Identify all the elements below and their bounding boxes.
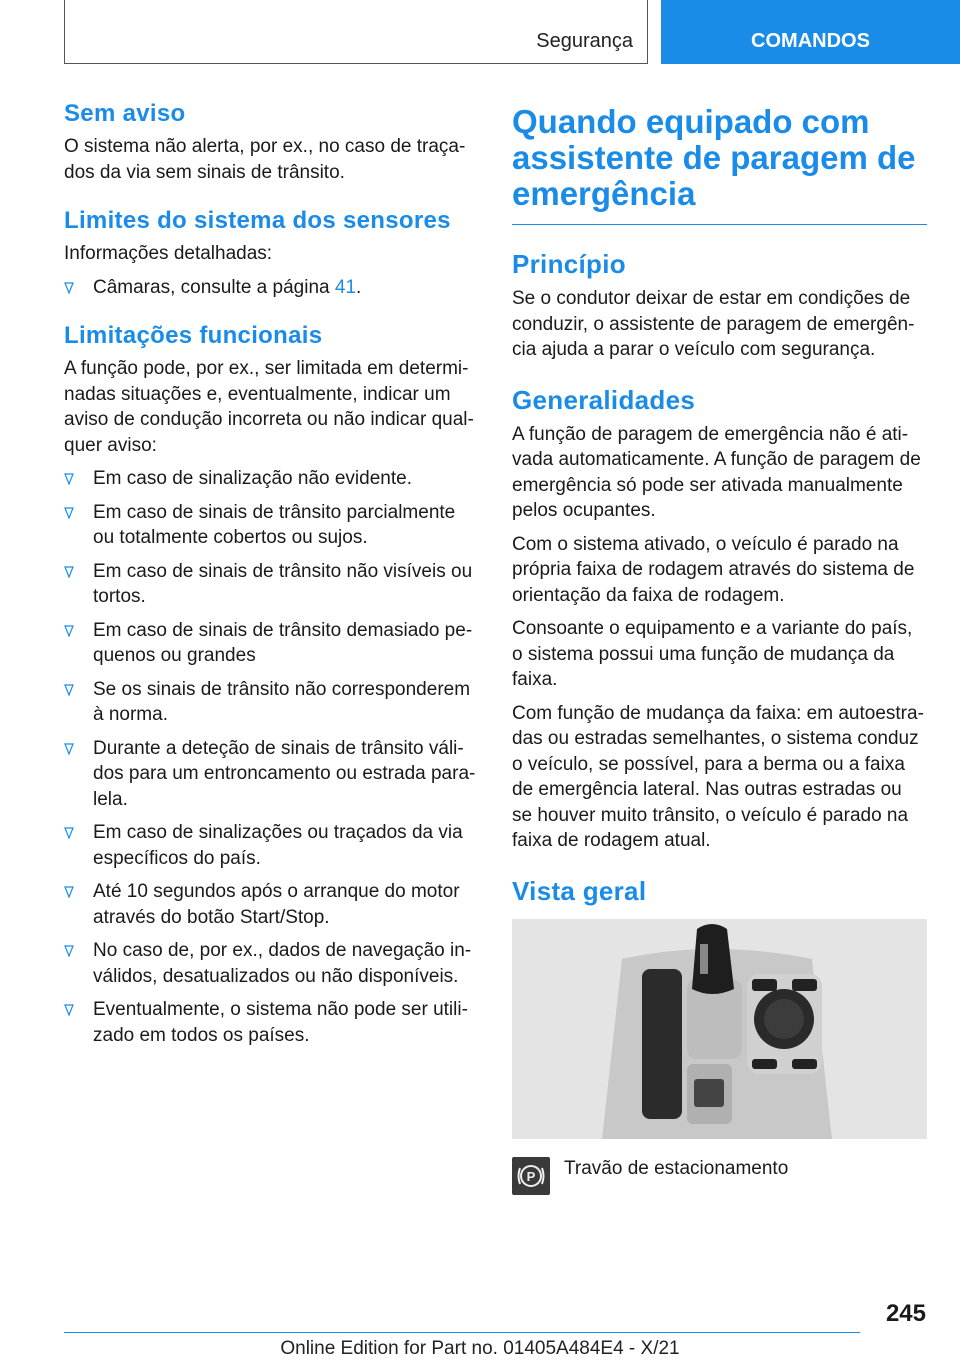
triangle-bullet-icon [64,1004,74,1016]
list-item [64,500,476,551]
title-rule [512,224,927,225]
svg-text:P: P [526,1168,536,1184]
bullet-text: Em caso de sinalizações ou traçados da via específicos do país. [93,822,463,869]
bullet-text: Durante a deteção de sinais de trânsito váli‐dos para um entroncamento ou estrada para‐lela. [93,737,476,810]
list-item [64,275,476,301]
bullet-suffix: . [356,276,362,298]
legend-row [512,1157,927,1195]
triangle-bullet-icon [64,282,74,294]
bullet-text: Até 10 segundos após o arranque do motor através do botão Start/Stop. [93,881,460,928]
section-title: Quando equipado com assistente de paragem de emergência [512,103,916,212]
heading-sem-aviso: Sem aviso [64,100,186,127]
footer-edition: Online Edition for Part no. 01405A484E4 - X/21 [280,1338,680,1359]
heading-limites-sensores: Limites do sistema dos sensores [64,207,451,234]
center-console-photo [512,919,927,1139]
footer-rule [64,1332,860,1333]
heading-limitacoes: Limitações funcionais [64,322,323,349]
bullet-text: Se os sinais de trânsito não corresponderem à norma. [93,678,471,725]
header-frame [64,0,648,64]
parking-brake-icon [512,1157,550,1195]
bullet-text: Em caso de sinais de trânsito parcialmente ou totalmente cobertos ou sujos. [93,501,456,548]
list-item [64,466,476,492]
list-item [64,677,476,728]
paragraph-generalidades: A função de paragem de emergência não é ati‐vada automaticamente. A função de paragem de emergência só pode ser ativada manualmente pelos ocupantes. [512,423,921,521]
bullet-text: Câmaras, consulte a página [93,276,335,298]
list-limites [64,275,476,301]
bullet-text: Eventualmente, o sistema não pode ser utili‐zado em todos os países. [93,999,468,1046]
bullet-text: Em caso de sinais de trânsito demasiado pe‐quenos ou grandes [93,619,473,666]
list-limitacoes [64,466,476,1048]
bullet-text: No caso de, por ex., dados de navegação in‐válidos, desatualizados ou não disponíveis. [93,940,472,987]
triangle-bullet-icon [64,507,74,519]
heading-vista-geral: Vista geral [512,875,647,906]
triangle-bullet-icon [64,566,74,578]
list-item [64,618,476,669]
list-item [64,879,476,930]
paragraph-informacoes: Informações detalhadas: [64,243,273,264]
heading-generalidades: Generalidades [512,384,696,415]
console-illustration [512,919,927,1139]
triangle-bullet-icon [64,886,74,898]
bullet-text: Em caso de sinais de trânsito não visíveis ou tortos. [93,560,473,607]
bullet-text: Em caso de sinalização não evidente. [93,468,412,489]
list-item [64,938,476,989]
heading-principio: Princípio [512,249,626,279]
right-column [512,104,927,1195]
triangle-bullet-icon [64,827,74,839]
paragraph-principio: Se o condutor deixar de estar em condições de conduzir, o assistente de paragem de emergên‐cia ajuda a parar o veículo com segurança. [512,288,915,360]
triangle-bullet-icon [64,473,74,485]
paragraph-limitacoes: A função pode, por ex., ser limitada em determi‐nadas situações e, eventualmente, indicar um aviso de condução incorreta ou não indicar qual‐quer aviso: [64,358,474,456]
generalidades-paragraphs [512,422,927,854]
list-item [64,820,476,871]
header-section-title: Segurança [536,30,633,52]
left-column [64,100,476,1056]
paragraph-generalidades: Consoante o equipamento e a variante do país, o sistema possui uma função de mudança da faixa. [512,618,913,690]
paragraph-generalidades: Com o sistema ativado, o veículo é parado na própria faixa de rodagem através do sistema de orientação da faixa de rodagem. [512,533,915,606]
triangle-bullet-icon [64,743,74,755]
header-chapter-tab[interactable]: COMANDOS [661,0,960,64]
paragraph-generalidades: Com função de mudança da faixa: em autoestra‐das ou estradas semelhantes, o sistema conduz o veículo, se possível, para a berma ou a faixa de emergência lateral. Nas outras estradas ou se houver muito trânsito, o veículo é parado na faixa de rodagem atual. [512,702,924,851]
triangle-bullet-icon [64,625,74,637]
page-link[interactable]: 41 [334,276,357,298]
legend-label: Travão de estacionamento [564,1157,789,1179]
triangle-bullet-icon [64,684,74,696]
list-item [64,997,476,1048]
page-number: 245 [885,1300,926,1327]
list-item [64,559,476,610]
list-item [64,736,476,813]
paragraph-sem-aviso: O sistema não alerta, por ex., no caso de traça‐dos da via sem sinais de trânsito. [64,136,466,183]
triangle-bullet-icon [64,945,74,957]
